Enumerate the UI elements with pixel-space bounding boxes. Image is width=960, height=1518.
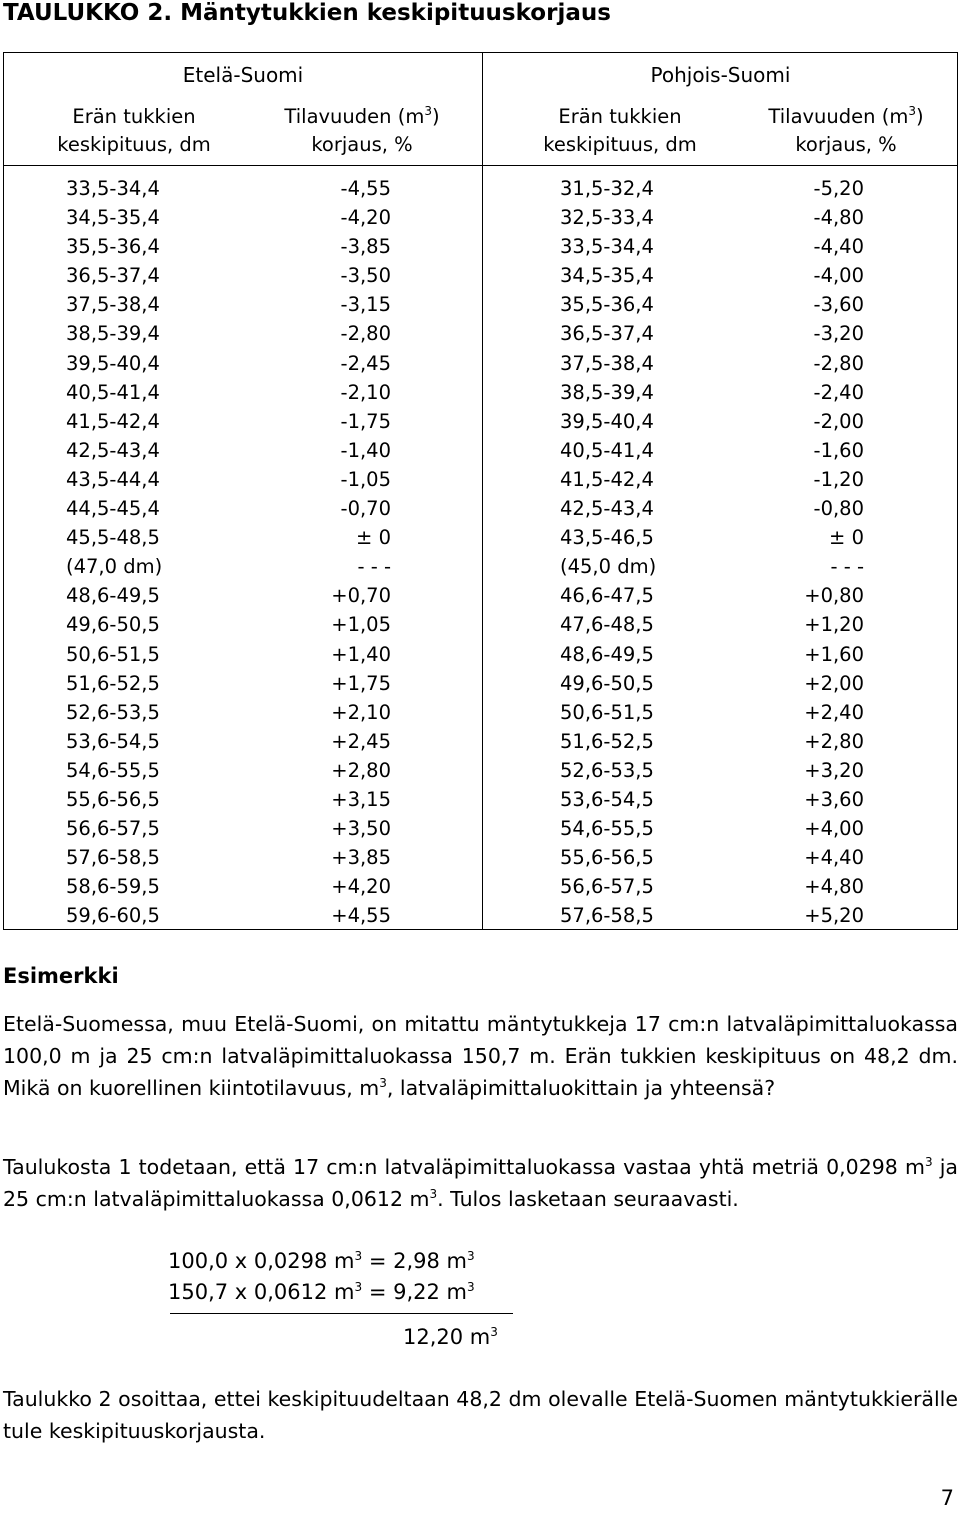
south-length-cell: 40,5-41,4 (66, 380, 160, 404)
table-row (4, 494, 957, 523)
south-length-cell: 43,5-44,4 (66, 467, 160, 491)
south-correction-cell: +1,40 (331, 642, 391, 666)
south-correction-header-sup: 3 (424, 104, 432, 118)
north-correction-cell: -2,00 (813, 409, 864, 433)
example-paragraph-2-text-a: Taulukosta 1 todetaan, että 17 cm:n latvaläpimittaluokassa vastaa yhtä metriä 0,0298 m (3, 1155, 925, 1179)
south-correction-cell: +3,50 (331, 817, 391, 841)
south-length-cell: 48,6-49,5 (66, 584, 160, 608)
table-row (4, 552, 957, 581)
south-correction-cell: +0,70 (331, 584, 391, 608)
south-correction-header (262, 103, 462, 159)
north-correction-header-line1 (746, 103, 946, 131)
table-row (4, 232, 957, 261)
south-length-cell: 36,5-37,4 (66, 264, 160, 288)
north-length-cell: 34,5-35,4 (560, 264, 654, 288)
table-row (4, 436, 957, 465)
north-length-header-line2: keskipituus, dm (543, 133, 697, 156)
south-length-cell: 44,5-45,4 (66, 497, 160, 521)
example-paragraph-2-sup-2: 3 (429, 1187, 438, 1201)
north-length-cell: (45,0 dm) (560, 555, 657, 579)
north-length-cell: 43,5-46,5 (560, 526, 654, 550)
south-correction-cell: -0,70 (340, 497, 391, 521)
north-length-cell: 57,6-58,5 (560, 904, 654, 928)
south-length-header (24, 103, 244, 159)
example-paragraph-1-end: , latvaläpimittaluokittain ja yhteensä? (386, 1076, 776, 1100)
south-length-header-line2: keskipituus, dm (57, 133, 211, 156)
table-row (4, 756, 957, 785)
calculation-1-sup-b: 3 (467, 1249, 475, 1263)
example-paragraph-2-sup-1: 3 (924, 1155, 933, 1169)
south-length-cell: 52,6-53,5 (66, 700, 160, 724)
south-correction-cell: -2,45 (340, 351, 391, 375)
north-length-cell: 32,5-33,4 (560, 206, 654, 230)
north-correction-cell: +3,20 (804, 758, 864, 782)
north-correction-header-paren: ) (915, 105, 924, 128)
table-row (4, 290, 957, 319)
south-correction-cell: +2,80 (331, 758, 391, 782)
north-correction-cell: -5,20 (813, 177, 864, 200)
example-paragraph-1 (3, 1008, 958, 1104)
north-correction-header (746, 103, 946, 159)
north-length-cell: 41,5-42,4 (560, 467, 654, 491)
north-length-cell: 39,5-40,4 (560, 409, 654, 433)
north-length-cell: 52,6-53,5 (560, 758, 654, 782)
example-paragraph-2-text-b: ja 25 cm:n latvaläpimittaluokassa 0,0612 m (3, 1155, 958, 1211)
south-correction-header-line1 (262, 103, 462, 131)
south-length-cell: 50,6-51,5 (66, 642, 160, 666)
calculation-total-value: 12,20 m (403, 1325, 491, 1349)
calculation-sum-rule (170, 1313, 513, 1314)
south-correction-cell: +3,85 (331, 846, 391, 870)
south-length-cell: 59,6-60,5 (66, 904, 160, 928)
north-correction-header-sup: 3 (908, 104, 916, 118)
south-correction-header-text: Tilavuuden (m (284, 105, 425, 128)
table-title: TAULUKKO 2. Mäntytukkien keskipituuskorjaus (3, 0, 611, 26)
table-row (4, 814, 957, 843)
north-length-cell: 40,5-41,4 (560, 438, 654, 462)
north-correction-cell: -3,20 (813, 322, 864, 346)
south-correction-cell: +2,10 (331, 700, 391, 724)
north-length-cell: 46,6-47,5 (560, 584, 654, 608)
south-length-cell: 34,5-35,4 (66, 206, 160, 230)
south-correction-cell: - - - (357, 555, 391, 579)
page-number: 7 (940, 1486, 954, 1510)
north-correction-cell: -1,20 (813, 467, 864, 491)
north-correction-cell: +4,00 (804, 817, 864, 841)
example-paragraph-2-text-c: . Tulos lasketaan seuraavasti. (437, 1187, 739, 1211)
north-correction-cell: +2,00 (804, 671, 864, 695)
table-row (4, 523, 957, 552)
calculation-2-right: = 9,22 m (362, 1280, 467, 1304)
south-correction-cell: -2,80 (340, 322, 391, 346)
north-length-cell: 33,5-34,4 (560, 235, 654, 259)
table-row (4, 901, 957, 930)
south-length-cell: 38,5-39,4 (66, 322, 160, 346)
north-length-cell: 47,6-48,5 (560, 613, 654, 637)
north-correction-cell: -4,80 (813, 206, 864, 230)
calculation-2-left: 150,7 x 0,0612 m (168, 1280, 355, 1304)
north-length-cell: 48,6-49,5 (560, 642, 654, 666)
table-row (4, 465, 957, 494)
north-length-cell: 55,6-56,5 (560, 846, 654, 870)
region-north-heading: Pohjois-Suomi (650, 63, 791, 87)
north-correction-cell: +1,60 (804, 642, 864, 666)
calculation-total (403, 1321, 498, 1353)
south-correction-cell: -4,20 (340, 206, 391, 230)
north-correction-cell: +2,40 (804, 700, 864, 724)
table-row (4, 843, 957, 872)
north-length-header-line1: Erän tukkien (558, 105, 682, 128)
table-row (4, 785, 957, 814)
north-correction-cell: -1,60 (813, 438, 864, 462)
north-correction-cell: ± 0 (829, 526, 864, 550)
south-correction-cell: -1,40 (340, 438, 391, 462)
table-row (4, 727, 957, 756)
north-correction-header-line2: korjaus, % (795, 133, 897, 156)
table-row (4, 610, 957, 639)
north-correction-cell: -4,40 (813, 235, 864, 259)
example-heading: Esimerkki (3, 964, 119, 988)
north-length-cell: 49,6-50,5 (560, 671, 654, 695)
table-row (4, 640, 957, 669)
table-body (4, 174, 957, 930)
north-correction-cell: +0,80 (804, 584, 864, 608)
north-length-cell: 37,5-38,4 (560, 351, 654, 375)
south-correction-cell: +3,15 (331, 787, 391, 811)
north-length-cell: 42,5-43,4 (560, 497, 654, 521)
south-correction-cell: +4,20 (331, 875, 391, 899)
example-paragraph-3: Taulukko 2 osoittaa, ettei keskipituudeltaan 48,2 dm olevalle Etelä-Suomen mäntytukkierälle tule keskipituuskorjausta. (3, 1387, 958, 1443)
south-length-cell: 42,5-43,4 (66, 438, 160, 462)
north-correction-cell: -0,80 (813, 497, 864, 521)
north-correction-cell: +2,80 (804, 729, 864, 753)
correction-table (3, 52, 958, 930)
north-length-cell: 56,6-57,5 (560, 875, 654, 899)
calculation-1-right: = 2,98 m (362, 1249, 467, 1273)
table-row (4, 174, 957, 203)
north-length-cell: 54,6-55,5 (560, 817, 654, 841)
calculation-line-1 (168, 1245, 475, 1277)
south-length-header-line1: Erän tukkien (72, 105, 196, 128)
table-row (4, 349, 957, 378)
south-length-cell: 49,6-50,5 (66, 613, 160, 637)
south-correction-cell: -4,55 (340, 177, 391, 200)
calculation-2-sup-a: 3 (354, 1280, 363, 1294)
south-correction-cell: -2,10 (340, 380, 391, 404)
south-correction-header-paren: ) (431, 105, 440, 128)
south-length-cell: 58,6-59,5 (66, 875, 160, 899)
table-header-divider (4, 165, 957, 166)
north-correction-cell: +1,20 (804, 613, 864, 637)
south-correction-cell: -3,15 (340, 293, 391, 317)
region-south-heading: Etelä-Suomi (182, 63, 304, 87)
table-row (4, 203, 957, 232)
example-paragraph-1-text: Etelä-Suomessa, muu Etelä-Suomi, on mitattu mäntytukkeja 17 cm:n latvaläpimittaluokassa 100,0 m ja 25 cm:n latvaläpimittaluokassa 150,7 m. Erän tukkien keskipituus on 48,2 dm. Mikä on kuorellinen kiintotilavuus, m (3, 1012, 958, 1100)
north-length-cell: 38,5-39,4 (560, 380, 654, 404)
north-correction-cell: -2,80 (813, 351, 864, 375)
north-correction-cell: - - - (830, 555, 864, 579)
south-correction-cell: ± 0 (356, 526, 391, 550)
example-paragraph-2 (3, 1151, 958, 1215)
north-length-cell: 51,6-52,5 (560, 729, 654, 753)
south-length-cell: 57,6-58,5 (66, 846, 160, 870)
south-correction-cell: +2,45 (331, 729, 391, 753)
south-length-cell: 35,5-36,4 (66, 235, 160, 259)
calculation-total-sup: 3 (490, 1325, 498, 1339)
example-paragraph-1-sup: 3 (379, 1076, 387, 1090)
north-length-cell: 35,5-36,4 (560, 293, 654, 317)
south-length-cell: 56,6-57,5 (66, 817, 160, 841)
table-row (4, 261, 957, 290)
north-correction-cell: +4,80 (804, 875, 864, 899)
calculation-1-left: 100,0 x 0,0298 m (168, 1249, 355, 1273)
north-correction-cell: -4,00 (813, 264, 864, 288)
calculation-2-sup-b: 3 (467, 1280, 475, 1294)
north-length-cell: 36,5-37,4 (560, 322, 654, 346)
south-correction-cell: +1,75 (331, 671, 391, 695)
south-length-cell: 45,5-48,5 (66, 526, 160, 550)
table-row (4, 581, 957, 610)
table-row (4, 669, 957, 698)
north-correction-cell: +5,20 (804, 904, 864, 928)
table-row (4, 319, 957, 348)
north-correction-cell: -2,40 (813, 380, 864, 404)
south-length-cell: 54,6-55,5 (66, 758, 160, 782)
north-length-cell: 50,6-51,5 (560, 700, 654, 724)
north-correction-header-text: Tilavuuden (m (768, 105, 909, 128)
north-length-header (510, 103, 730, 159)
south-length-cell: 53,6-54,5 (66, 729, 160, 753)
table-row (4, 698, 957, 727)
calculation-line-2 (168, 1276, 475, 1308)
south-length-cell: 55,6-56,5 (66, 787, 160, 811)
table-row (4, 872, 957, 901)
calculation-1-sup-a: 3 (354, 1249, 363, 1263)
south-length-cell: 33,5-34,4 (66, 177, 160, 200)
south-length-cell: (47,0 dm) (66, 555, 163, 579)
north-correction-cell: +3,60 (804, 787, 864, 811)
south-correction-cell: -1,05 (340, 467, 391, 491)
south-length-cell: 41,5-42,4 (66, 409, 160, 433)
table-row (4, 407, 957, 436)
south-correction-cell: +4,55 (331, 904, 391, 928)
south-correction-cell: -1,75 (340, 409, 391, 433)
north-length-cell: 53,6-54,5 (560, 787, 654, 811)
south-correction-cell: -3,50 (340, 264, 391, 288)
south-correction-header-line2: korjaus, % (311, 133, 413, 156)
south-length-cell: 51,6-52,5 (66, 671, 160, 695)
north-correction-cell: -3,60 (813, 293, 864, 317)
south-length-cell: 39,5-40,4 (66, 351, 160, 375)
south-correction-cell: -3,85 (340, 235, 391, 259)
north-correction-cell: +4,40 (804, 846, 864, 870)
table-row (4, 378, 957, 407)
north-length-cell: 31,5-32,4 (560, 177, 654, 200)
south-correction-cell: +1,05 (331, 613, 391, 637)
south-length-cell: 37,5-38,4 (66, 293, 160, 317)
